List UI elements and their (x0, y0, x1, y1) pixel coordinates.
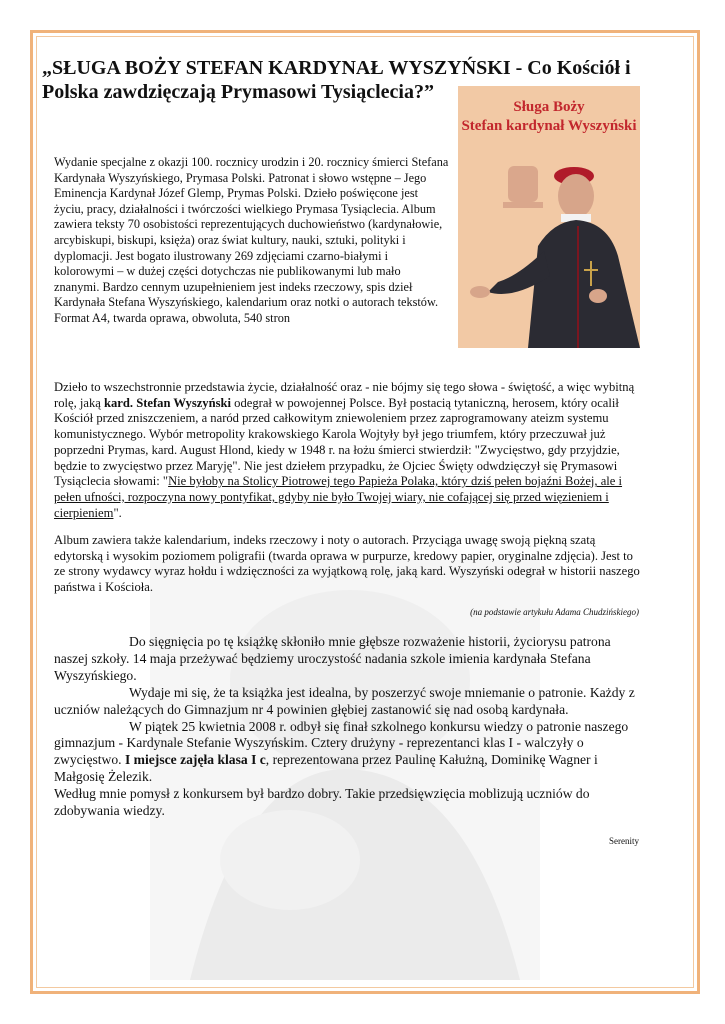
book-description: Wydanie specjalne z okazji 100. rocznicy urodzin i 20. rocznicy śmierci Stefana Kardynała Wyszyńskiego, Prymasa Polski. Patronat i słowo wstępne – Jego Eminencja Kardynał Józef Glemp, Prymas Polski. Dzieło poświęcone jest życiu, pracy, działalności i twórczości wielkiego Prymasa Tysiąclecia. Album zawiera teksty 70 osobistości reprezentujących duchowieństwo (kardynałowie, arcybiskupi, biskupi, księża) oraz świat kultury, nauki, sztuki, polityki i dyplomacji. Jest bogato ilustrowany 269 zdjęciami czarno-białymi i kolorowymi – w dużej części dotychczas nie publikowanymi lub mało znanymi. Bardzo cennym uzupełnieniem jest indeks rzeczowy, spis dzieł Kardynała Stefana Wyszyńskiego, kalendarium oraz notki o autorach tekstów. Format A4, twarda oprawa, obwoluta, 540 stron (54, 155, 449, 325)
book-cover-title-line2: Stefan kardynał Wyszyński (461, 118, 637, 134)
book-cover-image (458, 86, 640, 348)
book-cover-title-line1: Sługa Boży (513, 99, 585, 115)
essay-paragraph-3-bold: I miejsce zajęła klasa I c (124, 752, 266, 768)
cardinal-portrait (458, 86, 640, 348)
pope-quote: Nie byłoby na Stolicy Piotrowej tego Papieża Polaka, który dziś pełen bojaźni Bożej, ale i pełen ufności, rozpoczyna nowy pontyfikat, gdyby nie było Twojej wiary, nie cofającej się przed więzieniem i cierpieniem (54, 474, 623, 520)
paragraph-biography-bold: kard. Stefan Wyszyński (104, 395, 232, 410)
essay-paragraph-3-part-a: W piątek 25 kwietnia 2008 r. odbył się finał szkolnego konkursu wiedzy o patronie naszego gimnazjum - Kardynale Stefanie Wyszyńskim. Cztery drużyny - reprezentanci klas I - walczyły o zwycięstwo. (54, 718, 629, 768)
paragraph-biography-part-b: odegrał w powojennej Polsce. Był postacią tytaniczną, herosem, który ocalił Kościół przed zniszczeniem, a naród przed całkowitym zniewoleniem przez zaprogramowany ateizm systemu komunistycznego. Wybór metropolity krakowskiego Karola Wojtyły był jego triumfem, który przeczuwał już poprzedni Prymas, kard. August Hlond, kiedy w 1948 r. na łożu śmierci stwierdził: "Zwycięstwo, gdy przyjdzie, będzie to zwycięstwo przez Maryję". Nie jest dziełem przypadku, że Ojciec Święty odwdzięczył się Prymasowi Tysiąclecia słowami: " (54, 395, 620, 489)
source-note: (na podstawie artykułu Adama Chudzińskiego) (470, 607, 639, 617)
paragraph-biography-part-a: Dzieło to wszechstronnie przedstawia życie, działalność oraz - nie bójmy się tego słowa - świętość, a więc wybitną rolę, jaką (54, 380, 635, 410)
essay-paragraph-3-part-b: , reprezentowana przez Paulinę Kałużną, Dominikę Wagner i Małgosię Żelezik. (54, 752, 598, 785)
essay-paragraph-2: Wydaje mi się, że ta książka jest idealna, by poszerzyć swoje mniemanie o patronie. Każdy z uczniów należących do Gimnazjum nr 4 powinien głębiej zastanowić się nad osobą kardynała. (54, 684, 635, 717)
paragraph-biography (54, 380, 644, 521)
author-signature: Serenity (609, 836, 639, 846)
student-essay (54, 634, 644, 820)
page-title: „SŁUGA BOŻY STEFAN KARDYNAŁ WYSZYŃSKI - Co Kościół i Polska zawdzięczają Prymasowi Tysiąclecia?” (42, 57, 631, 103)
paragraph-album: Album zawiera także kalendarium, indeks rzeczowy i noty o autorach. Przyciąga uwagę swoją piękną szatą edytorską i wysokim poziomem poligrafii (twarda oprawa w purpurze, kredowy papier, oryginalne zdjęcia). Jest to ze strony wydawcy wyraz hołdu i wdzięczności za wyjątkową rolę, jaką kard. Wyszyński odegrał w historii naszego państwa i Kościoła. (54, 533, 640, 595)
essay-paragraph-1: Do sięgnięcia po tę książkę skłoniło mnie głębsze rozważenie historii, życiorysu patrona naszej szkoły. 14 maja przeżywać będziemy uroczystość nadania szkole imienia kardynała Stefana Wyszyńskiego. (54, 634, 611, 683)
essay-paragraph-3 (54, 719, 644, 787)
paragraph-biography-part-c: ". (113, 505, 122, 520)
essay-paragraph-4: Według mnie pomysł z konkursem był bardzo dobry. Takie przedsięwzięcia moblizują uczniów do zdobywania wiedzy. (54, 786, 590, 819)
